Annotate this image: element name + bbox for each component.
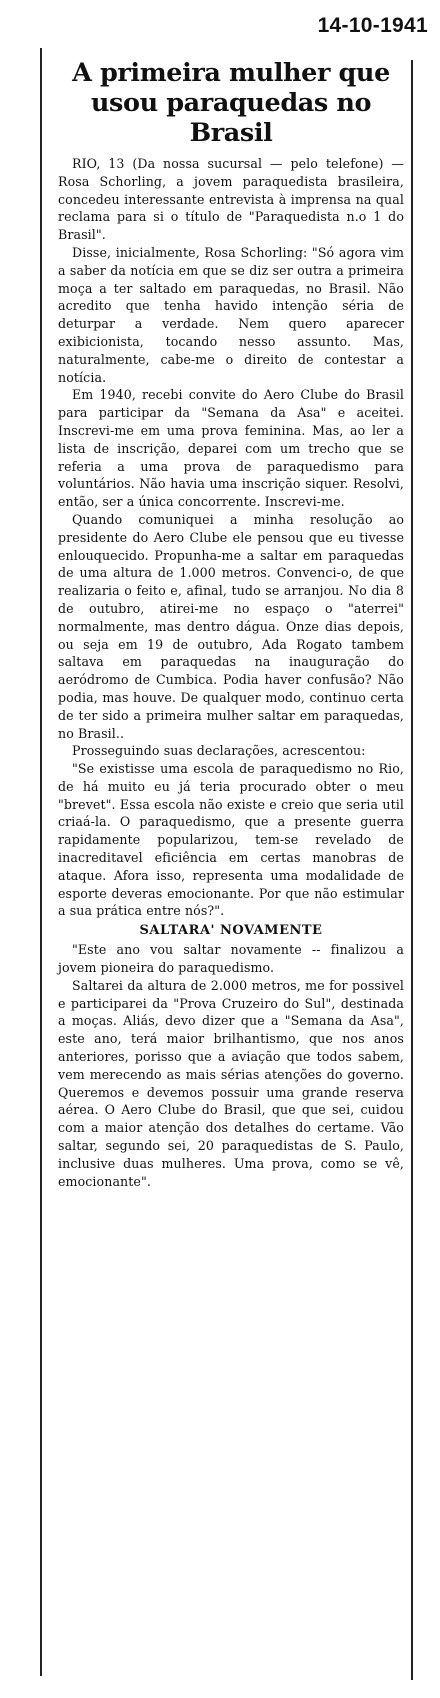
article-paragraph: Prosseguindo suas declarações, acrescentou: xyxy=(72,743,366,759)
article-paragraph: Quando comuniquei a minha resolução ao presidente do Aero Clube ele pensou que eu tivesse enlouquecido. Propunha-me a saltar em paraquedas de uma altura de 1.000 metros. Convenci-o, de que realizaria o feito e, afinal, tudo se arranjou. No dia 8 de outubro, atirei-me no espaço o "aterrei" normalmente, mas dentro dágua. Onze dias depois, ou seja em 19 de outubro, Ada Rogato tambem saltava em paraquedas na inauguração do aeródromo de Cumbica. Podia haver confusão? Não podia, mas houve. De qualquer modo, continuo certa de ter sido a primeira mulher saltar em paraquedas, no Brasil.. xyxy=(58,511,404,741)
article-paragraph: Em 1940, recebi convite do Aero Clube do Brasil para participar da "Semana da Asa" e aceitei. Inscrevi-me em uma prova feminina. Mas, ao ler a lista de inscrição, deparei com um trecho que se referia a uma prova de paraquedismo para voluntários. Não havia uma inscrição siquer. Resolvi, então, ser a única concorrente. Inscrevi-me. xyxy=(58,387,404,510)
article-paragraph: Disse, inicialmente, Rosa Schorling: "Só agora vim a saber da notícia em que se diz ser outra a primeira moça a ter saltado em paraquedas, no Brasil. Não acredito que tenha havido intenção séria de deturpar a verdade. Nem quero aparecer exibicionista, tocando nesso assunto. Mas, naturalmente, cabe-me o direito de contestar a notícia. xyxy=(58,244,404,385)
article-body xyxy=(58,155,404,1190)
headline-line: usou paraquedas no xyxy=(90,88,372,118)
article-paragraph: "Este ano vou saltar novamente -- finalizou a jovem pioneira do paraquedismo. xyxy=(58,942,404,976)
article-paragraph: "Se existisse uma escola de paraquedismo no Rio, de há muito eu já teria procurado obter o meu "brevet". Essa escola não existe e creio que seria util criaá-la. O paraquedismo, que a presente guerra rapidamente popularizou, tem-se revelado de inacreditavel eficiência em certas manobras de ataque. Afora isso, representa uma modalidade de esporte deveras emocionante. Por que não estimular a sua prática entre nós?". xyxy=(58,761,404,919)
article-paragraph: Saltarei da altura de 2.000 metros, me for possivel e participarei da "Prova Cruzeiro do Sul", destinada a moças. Aliás, devo dizer que a "Semana da Asa", este ano, terá maior brilhantismo, que nos anos anteriores, porisso que a aviação que todos sabem, vem merecendo as mais sérias atenções do governo. Queremos e devemos possuir uma grande reserva aérea. O Aero Clube do Brasil, que que sei, cuidou com a maior atenção dos detalhes do certame. Vão saltar, segundo sei, 20 paraquedistas de S. Paulo, inclusive duas mulheres. Uma prova, como se vê, emocionante". xyxy=(58,977,404,1189)
publication-date: 14-10-1941 xyxy=(317,14,428,37)
dateline-paragraph: RIO, 13 (Da nossa sucursal — pelo telefone) — Rosa Schorling, a jovem paraquedista brasileira, concedeu interessante entrevista à imprensa na qual reclama para si o título de "Paraquedista n.o 1 do Brasil". xyxy=(58,156,404,243)
headline-line: Brasil xyxy=(189,118,273,148)
column-rule-left xyxy=(40,48,42,1676)
newspaper-article xyxy=(58,58,404,1190)
subheading: SALTARA' NOVAMENTE xyxy=(139,923,323,939)
headline-line: A primeira mulher que xyxy=(72,58,390,88)
headline xyxy=(58,58,404,148)
column-rule-right xyxy=(411,60,413,1680)
